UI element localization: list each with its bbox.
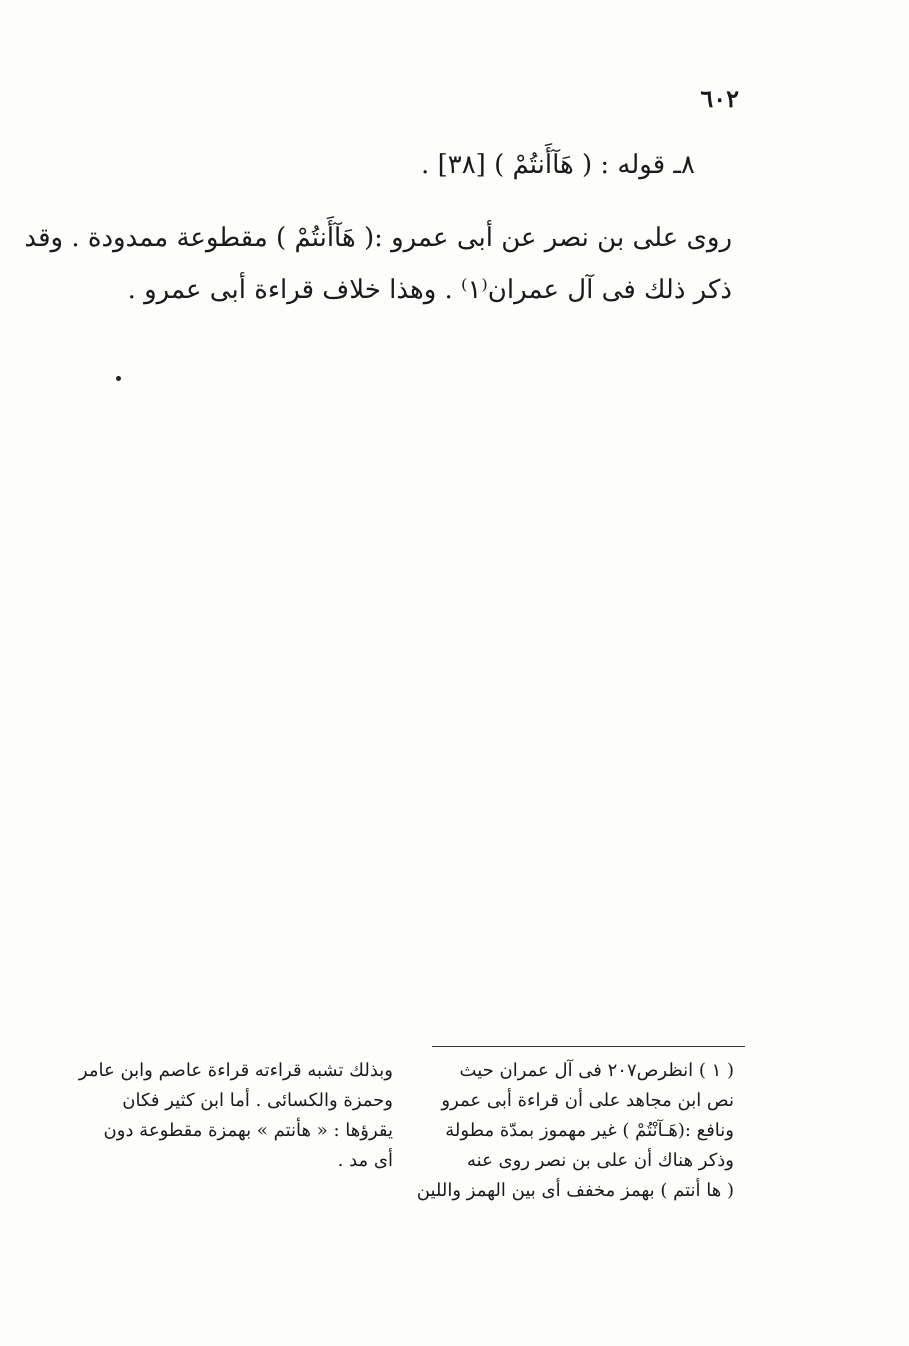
footnote-divider	[432, 1046, 745, 1047]
page-number: ٦٠٢	[700, 84, 739, 113]
body-line: ذكر ذلك فى آل عمران⁽١⁾ . وهذا خلاف قراءة أبى عمرو .	[127, 275, 732, 305]
footnote-line: ( ها أنتم ) بهمز مخفف أى بين الهمز واللين	[416, 1180, 734, 1201]
footnote-right-column	[416, 1056, 734, 1206]
body-line: روى على بن نصر عن أبى عمرو :( هَآأَنتُمْ ) مقطوعة ممدودة . وقد	[24, 223, 732, 253]
footnote-line: أى مد .	[337, 1150, 393, 1171]
stray-mark	[116, 376, 121, 381]
footnote-line: ( ١ ) انظرص٢٠٧ فى آل عمران حيث	[459, 1060, 734, 1081]
footnote-line: ونافع :(هَـآنْتُمْ ) غير مهموز بمدّة مطولة	[445, 1120, 734, 1141]
footnote-left-column	[78, 1056, 393, 1176]
section-heading: ٨ـ قوله : ( هَآأَنتُمْ ) [٣٨] .	[421, 150, 695, 180]
footnote-line: نص ابن مجاهد على أن قراءة أبى عمرو	[441, 1090, 734, 1111]
footnote-line: وذكر هناك أن على بن نصر روى عنه	[467, 1150, 734, 1171]
body-paragraph	[24, 212, 732, 316]
footnote-line: وحمزة والكسائى . أما ابن كثير فكان	[122, 1090, 393, 1111]
footnote-line: وبذلك تشبه قراءته قراءة عاصم وابن عامر	[78, 1060, 393, 1081]
footnote-line: يقرؤها : « هأنتم » بهمزة مقطوعة دون	[103, 1120, 393, 1141]
